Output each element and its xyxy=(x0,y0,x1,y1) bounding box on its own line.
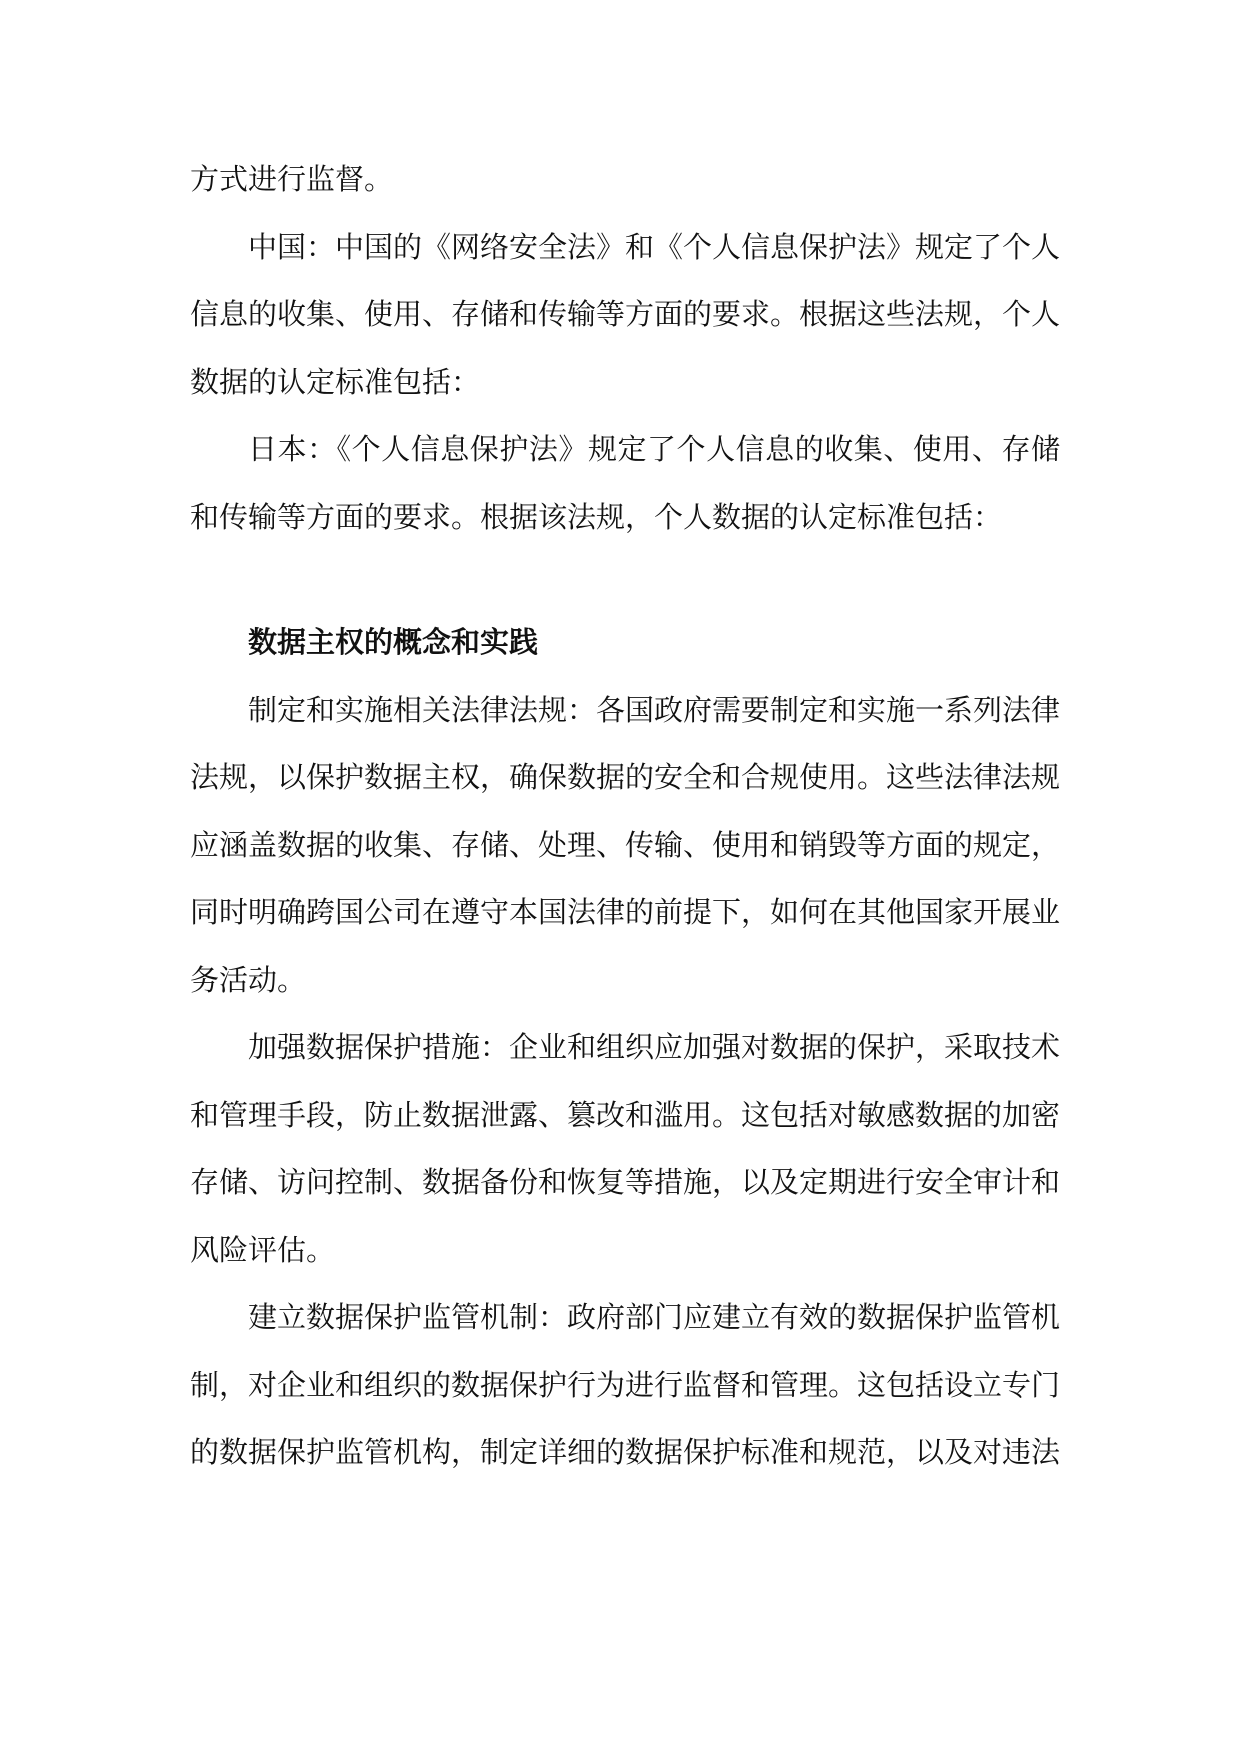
paragraph-supervision: 建立数据保护监管机制：政府部门应建立有效的数据保护监管机制，对企业和组织的数据保护行为进行监督和管理。这包括设立专门的数据保护监管机构，制定详细的数据保护标准和规范，以及对违法 xyxy=(190,1300,1061,1469)
paragraph-japan: 日本：《个人信息保护法》规定了个人信息的收集、使用、存储和传输等方面的要求。根据该法规，个人数据的认定标准包括： xyxy=(190,432,1060,534)
paragraph-laws: 制定和实施相关法律法规：各国政府需要制定和实施一系列法律法规，以保护数据主权，确保数据的安全和合规使用。这些法律法规应涵盖数据的收集、存储、处理、传输、使用和销毁等方面的规定，同时明确跨国公司在遵守本国法律的前提下，如何在其他国家开展业务活动。 xyxy=(190,692,1061,997)
document-body xyxy=(190,146,1060,1487)
section-heading: 数据主权的概念和实践 xyxy=(248,625,539,659)
paragraph-continuation: 方式进行监督。 xyxy=(190,162,394,196)
paragraph-china: 中国：中国的《网络安全法》和《个人信息保护法》规定了个人信息的收集、使用、存储和传输等方面的要求。根据这些法规，个人数据的认定标准包括： xyxy=(190,229,1061,399)
paragraph-protection: 加强数据保护措施：企业和组织应加强对数据的保护，采取技术和管理手段，防止数据泄露、篡改和滥用。这包括对敏感数据的加密存储、访问控制、数据备份和恢复等措施，以及定期进行安全审计和风险评估。 xyxy=(190,1030,1061,1267)
